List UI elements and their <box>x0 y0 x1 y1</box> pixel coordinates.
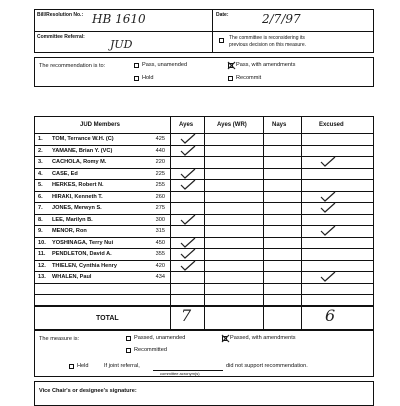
reconsider-text-1: The committee is reconsidering its <box>229 35 305 41</box>
acronym-label: committee acronym(s) <box>160 371 200 376</box>
header-ayes: Ayes <box>179 122 194 128</box>
member-room: 434 <box>155 274 165 280</box>
member-name: TOM, Terrance W.H. (C) <box>52 136 114 142</box>
member-name: YAMANE, Brian Y. (VC) <box>52 147 113 154</box>
held-label: Held <box>77 363 89 369</box>
recommitted-checkbox[interactable] <box>126 348 131 353</box>
pass-amendments-label: Pass, with amendments <box>236 62 296 68</box>
member-number: 5. <box>38 182 43 188</box>
member-number: 7. <box>38 205 43 211</box>
member-room: 260 <box>155 193 165 200</box>
total-excused[interactable]: 6 <box>325 306 336 325</box>
pass-amendments-checkbox[interactable] <box>228 63 233 68</box>
signature-label: Vice Chair's or designee's signature: <box>39 388 137 394</box>
col-divider-excused <box>301 116 302 330</box>
member-room: 440 <box>155 147 165 154</box>
excused-check-mark[interactable] <box>320 191 336 202</box>
aye-check-mark[interactable] <box>180 145 196 156</box>
member-number: 1. <box>38 136 43 142</box>
table-row-divider <box>34 294 374 295</box>
passed-unamended-label: Passed, unamended <box>134 335 186 341</box>
bill-label: Bill/Resolution No.: <box>37 12 84 18</box>
bill-value[interactable]: HB 1610 <box>92 12 146 26</box>
member-number: 12. <box>38 262 46 269</box>
member-room: 450 <box>155 239 165 246</box>
recommendation-label: The recommendation is to: <box>39 63 106 69</box>
member-room: 220 <box>155 159 165 165</box>
table-row-divider <box>34 214 374 215</box>
member-number: 13. <box>38 274 46 280</box>
member-name: LEE, Marilyn B. <box>52 216 93 223</box>
member-name: JONES, Merwyn S. <box>52 205 102 211</box>
aye-check-mark[interactable] <box>180 237 196 248</box>
recommitted-label: Recommitted <box>134 347 167 353</box>
col-divider-nays <box>263 116 264 330</box>
aye-check-mark[interactable] <box>180 260 196 271</box>
col-divider-ayes-wr <box>204 116 205 330</box>
member-name: CASE, Ed <box>52 170 78 177</box>
did-not-support-text: did not support recommendation. <box>226 363 308 369</box>
aye-check-mark[interactable] <box>180 168 196 179</box>
member-room: 315 <box>155 228 165 234</box>
member-name: HERKES, Robert N. <box>52 182 104 188</box>
table-row-divider <box>34 248 374 249</box>
member-number: 2. <box>38 147 43 154</box>
aye-check-mark[interactable] <box>180 248 196 259</box>
member-room: 225 <box>155 170 165 177</box>
table-row-divider <box>34 260 374 261</box>
table-row-divider <box>34 179 374 180</box>
header-nays: Nays <box>272 122 287 128</box>
member-number: 6. <box>38 193 43 200</box>
aye-check-mark[interactable] <box>180 214 196 225</box>
member-name: PENDLETON, David A. <box>52 251 112 257</box>
col-divider-ayes <box>170 116 171 330</box>
joint-referral-text: If joint referral, <box>104 363 140 369</box>
member-name: THIELEN, Cynthia Henry <box>52 262 117 269</box>
header-excused: Excused <box>319 122 344 128</box>
table-row-divider <box>34 237 374 238</box>
member-name: HIRAKI, Kenneth T. <box>52 193 103 200</box>
measure-label: The measure is: <box>39 336 80 342</box>
member-number: 4. <box>38 170 43 177</box>
recommit-checkbox[interactable] <box>228 76 233 81</box>
excused-check-mark[interactable] <box>320 156 336 167</box>
hold-checkbox[interactable] <box>134 76 139 81</box>
reconsider-text-2: previous decision on this measure. <box>229 42 306 48</box>
total-row-divider <box>34 305 374 306</box>
table-row-divider <box>34 145 374 146</box>
member-name: YOSHINAGA, Terry Nui <box>52 239 114 246</box>
table-row-divider <box>34 168 374 169</box>
x-check-mark <box>227 61 236 70</box>
member-room: 300 <box>155 216 165 223</box>
held-checkbox[interactable] <box>69 364 74 369</box>
x-check-mark <box>221 334 230 343</box>
total-label: TOTAL <box>96 315 119 322</box>
member-room: 355 <box>155 251 165 257</box>
table-header-divider <box>34 133 374 134</box>
member-number: 10. <box>38 239 46 246</box>
member-room: 255 <box>155 182 165 188</box>
member-number: 8. <box>38 216 43 223</box>
aye-check-mark[interactable] <box>180 179 196 190</box>
date-label: Date: <box>216 12 229 18</box>
member-number: 9. <box>38 228 43 234</box>
date-value[interactable]: 2/7/97 <box>262 12 301 26</box>
header-ayes-wr: Ayes (WR) <box>217 122 247 128</box>
pass-unamended-label: Pass, unamended <box>142 62 188 68</box>
aye-check-mark[interactable] <box>180 133 196 144</box>
member-number: 3. <box>38 159 43 165</box>
recommit-label: Recommit <box>236 75 262 81</box>
committee-label: Committee Referral: <box>37 34 85 40</box>
hold-label: Hold <box>142 75 154 81</box>
pass-unamended-checkbox[interactable] <box>134 63 139 68</box>
member-room: 425 <box>155 136 165 142</box>
excused-check-mark[interactable] <box>320 202 336 213</box>
member-name: CACHOLA, Romy M. <box>52 159 107 165</box>
member-number: 11. <box>38 251 46 257</box>
total-ayes[interactable]: 7 <box>181 306 192 325</box>
table-row-divider <box>34 283 374 284</box>
member-room: 275 <box>155 205 165 211</box>
excused-check-mark[interactable] <box>320 225 336 236</box>
passed-amendments-label: Passed, with amendments <box>230 335 296 341</box>
reconsider-checkbox[interactable] <box>219 38 224 43</box>
excused-check-mark[interactable] <box>320 271 336 282</box>
member-room: 420 <box>155 262 165 269</box>
header-row-divider <box>34 31 374 32</box>
member-name: WHALEN, Paul <box>52 274 92 280</box>
recommendation-box <box>34 57 374 87</box>
passed-amendments-checkbox[interactable] <box>222 336 227 341</box>
member-name: MENOR, Ron <box>52 228 87 234</box>
passed-unamended-checkbox[interactable] <box>126 336 131 341</box>
header-members: JUD Members <box>80 122 121 128</box>
committee-value[interactable]: JUD <box>110 38 133 51</box>
